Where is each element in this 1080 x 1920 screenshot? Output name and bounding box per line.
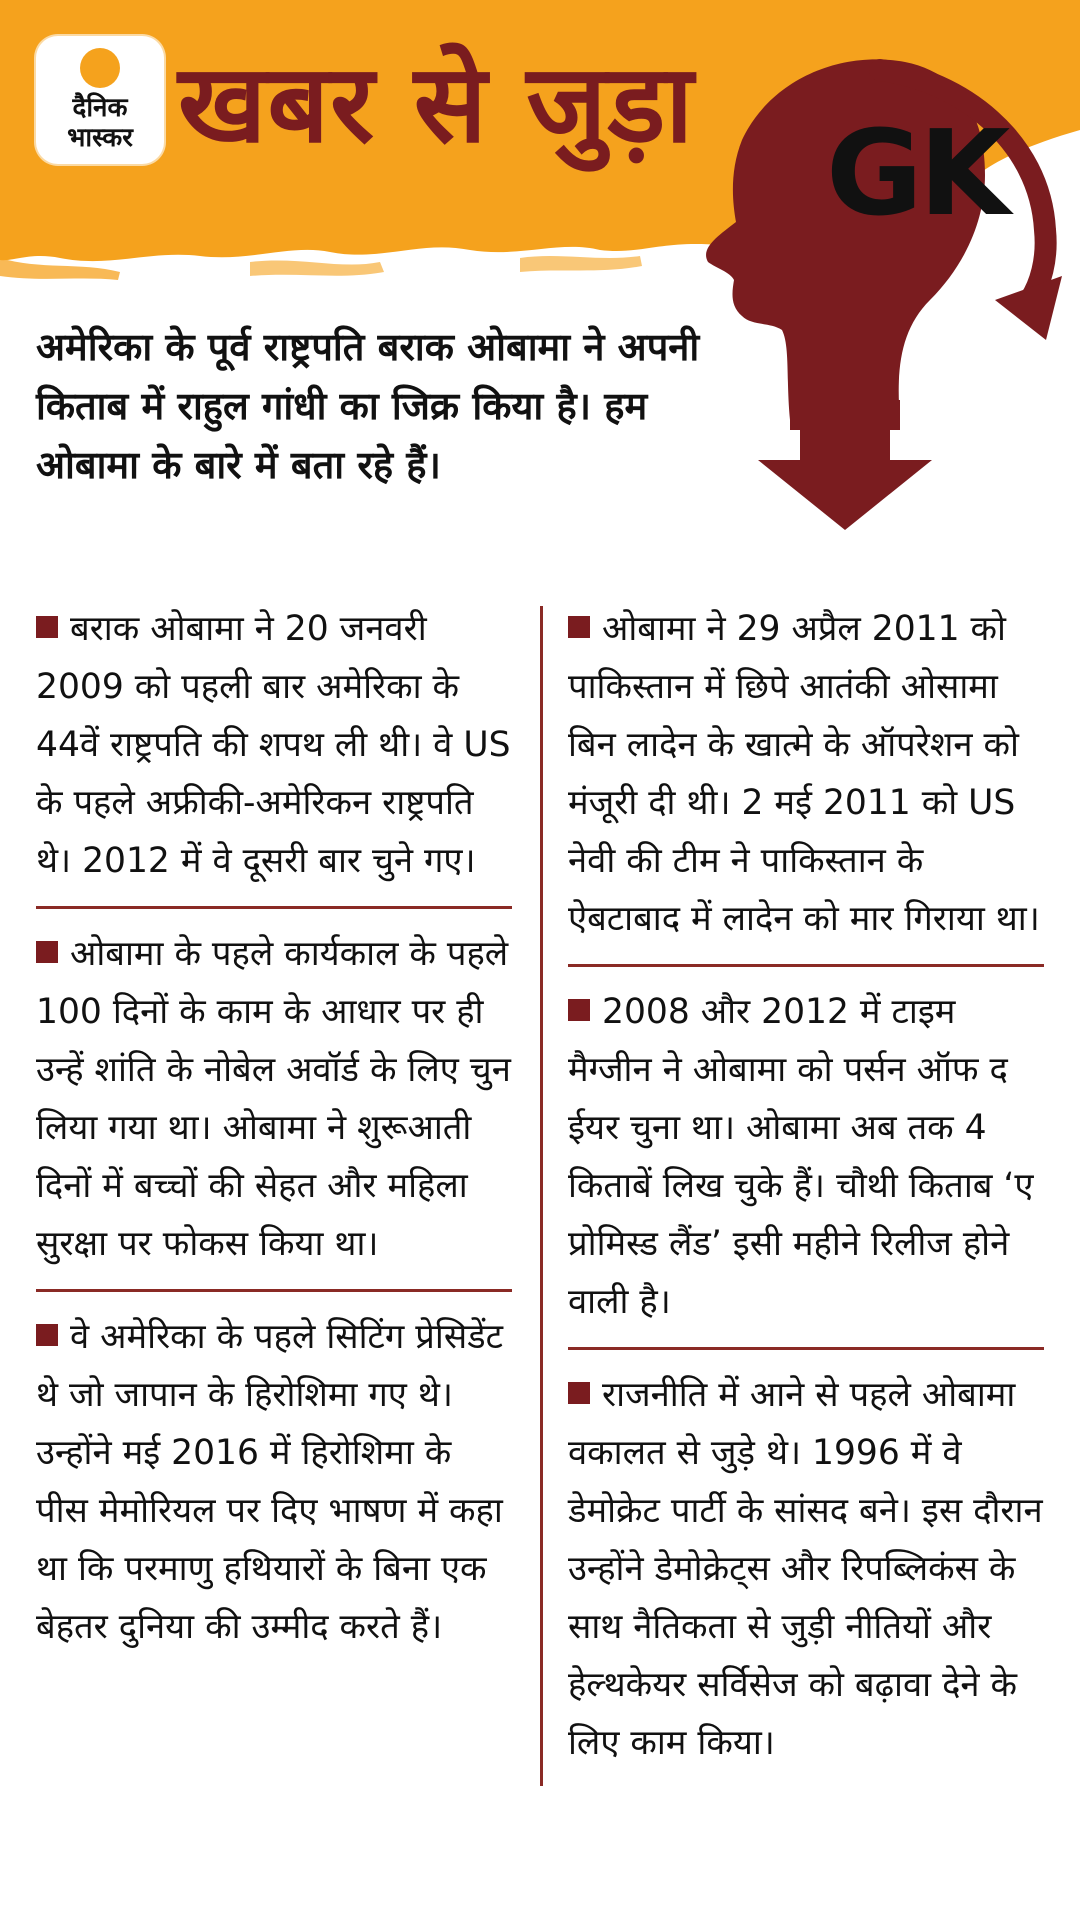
- fact-text: राजनीति में आने से पहले ओबामा वकालत से जुड़े थे। 1996 में वे डेमोक्रेट पार्टी के सांसद बने। इस दौरान उन्होंने डेमोक्रेट्स और रिपब्लिकंस के साथ नैतिकता से जुड़ी नीतियों और हेल्थकेयर सर्विसेज को बढ़ावा देने के लिए काम किया।: [568, 1375, 1043, 1763]
- square-bullet-icon: [568, 1382, 590, 1404]
- fact-item: [568, 983, 1044, 1350]
- intro-paragraph: अमेरिका के पूर्व राष्ट्रपति बराक ओबामा ने अपनी किताब में राहुल गांधी का जिक्र किया है। हम ओबामा के बारे में बता रहे हैं।: [36, 325, 700, 487]
- fact-item: [36, 925, 512, 1292]
- left-column: [36, 600, 512, 1688]
- square-bullet-icon: [36, 1324, 58, 1346]
- logo-text-line2: भास्कर: [67, 123, 133, 153]
- square-bullet-icon: [568, 999, 590, 1021]
- fact-item: [568, 600, 1044, 967]
- fact-item: [568, 1366, 1044, 1788]
- sun-icon: [80, 48, 120, 88]
- gk-badge: GK: [826, 104, 1007, 242]
- fact-text: 2008 और 2012 में टाइम मैग्जीन ने ओबामा को पर्सन ऑफ द ईयर चुना था। ओबामा अब तक 4 किताबें लिख चुके हैं। चौथी किताब ‘ए प्रोमिस्ड लैंड’ इसी महीने रिलीज होने वाली है।: [568, 992, 1034, 1322]
- square-bullet-icon: [568, 616, 590, 638]
- fact-text: वे अमेरिका के पहले सिटिंग प्रेसिडेंट थे जो जापान के हिरोशिमा गए थे। उन्होंने मई 2016 में हिरोशिमा के पीस मेमोरियल पर दिए भाषण में कहा था कि परमाणु हथियारों के बिना एक बेहतर दुनिया की उम्मीद करते हैं।: [36, 1317, 504, 1647]
- fact-item: [36, 600, 512, 909]
- logo-text-line1: दैनिक: [72, 93, 128, 123]
- fact-item: [36, 1308, 512, 1672]
- square-bullet-icon: [36, 941, 58, 963]
- header-title: खबर से जुड़ा: [178, 42, 695, 167]
- right-column: [568, 600, 1044, 1804]
- header-banner: [0, 0, 1080, 300]
- square-bullet-icon: [36, 616, 58, 638]
- fact-text: ओबामा के पहले कार्यकाल के पहले 100 दिनों के काम के आधार पर ही उन्हें शांति के नोबेल अवॉर्ड के लिए चुन लिया गया था। ओबामा ने शुरूआती दिनों में बच्चों की सेहत और महिला सुरक्षा पर फोकस किया था।: [36, 934, 511, 1264]
- column-divider: [540, 606, 543, 1786]
- fact-text: ओबामा ने 29 अप्रैल 2011 को पाकिस्तान में छिपे आतंकी ओसामा बिन लादेन के खात्मे के ऑपरेशन को मंजूरी दी थी। 2 मई 2011 को US नेवी की टीम ने पाकिस्तान के ऐबटाबाद में लादेन को मार गिराया था।: [568, 609, 1040, 939]
- fact-text: बराक ओबामा ने 20 जनवरी 2009 को पहली बार अमेरिका के 44वें राष्ट्रपति की शपथ ली थी। वे US के पहले अफ्रीकी-अमेरिकन राष्ट्रपति थे। 2012 में वे दूसरी बार चुने गए।: [36, 609, 511, 881]
- dainik-bhaskar-logo: [36, 36, 164, 164]
- down-arrow: [758, 415, 932, 530]
